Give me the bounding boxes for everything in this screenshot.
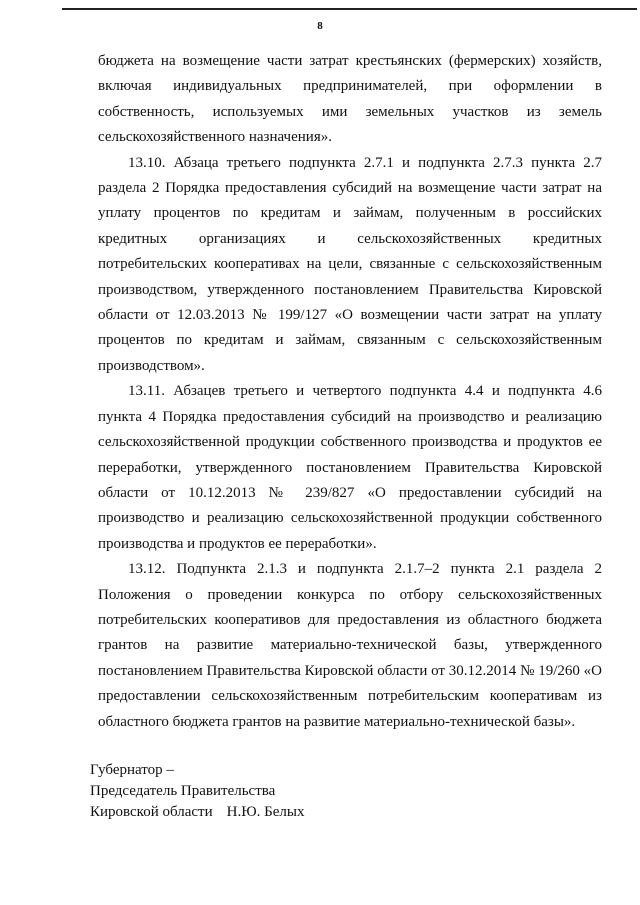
page-number: 8	[317, 20, 323, 32]
document-body	[98, 49, 602, 735]
signature-block	[90, 760, 410, 823]
paragraph-13-11: 13.11. Абзацев третьего и четвертого подпункта 4.4 и подпункта 4.6 пункта 4 Порядка предоставления субсидий на производство и реализацию сельскохозяйственной продукции собственного производства и продуктов ее переработки, утвержденного постановлением Правительства Кировской области от 10.12.2013 № 239/827 «О предоставлении субсидий на производство и реализацию сельскохозяйственной продукции собственного производства и продуктов ее переработки».	[98, 383, 602, 552]
top-border-line	[62, 8, 637, 10]
signature-name: Н.Ю. Белых	[226, 804, 305, 820]
signature-title-chairman: Председатель Правительства	[90, 783, 276, 799]
paragraph-13-10: 13.10. Абзаца третьего подпункта 2.7.1 и подпункта 2.7.3 пункта 2.7 раздела 2 Порядка предоставления субсидий на возмещение части затрат на уплату процентов по кредитам и займам, полученным в российских кредитных организациях и сельскохозяйственных кредитных потребительских кооперативах на цели, связанные с сельскохозяйственным производством, утвержденного постановлением Правительства Кировской области от 12.03.2013 № 199/127 «О возмещении части затрат на уплату процентов по кредитам и займам, связанным с сельскохозяйственным производством».	[98, 154, 602, 374]
signature-title-governor: Губернатор –	[90, 762, 174, 778]
paragraph-continuation: бюджета на возмещение части затрат крестьянских (фермерских) хозяйств, включая индивидуальных предпринимателей, при оформлении в собственность, используемых ими земельных участков из земель сельскохозяйственного назначения».	[98, 53, 602, 146]
paragraph-13-12: 13.12. Подпункта 2.1.3 и подпункта 2.1.7–2 пункта 2.1 раздела 2 Положения о проведении конкурса по отбору сельскохозяйственных потребительских кооперативов для предоставления из областного бюджета грантов на развитие материально-технической базы, утвержденного постановлением Правительства Кировской области от 30.12.2014 № 19/260 «О предоставлении сельскохозяйственным потребительским кооперативам из областного бюджета грантов на развитие материально-технической базы».	[98, 561, 602, 730]
signature-region: Кировской области	[90, 804, 213, 820]
signature-region-line	[90, 802, 410, 823]
